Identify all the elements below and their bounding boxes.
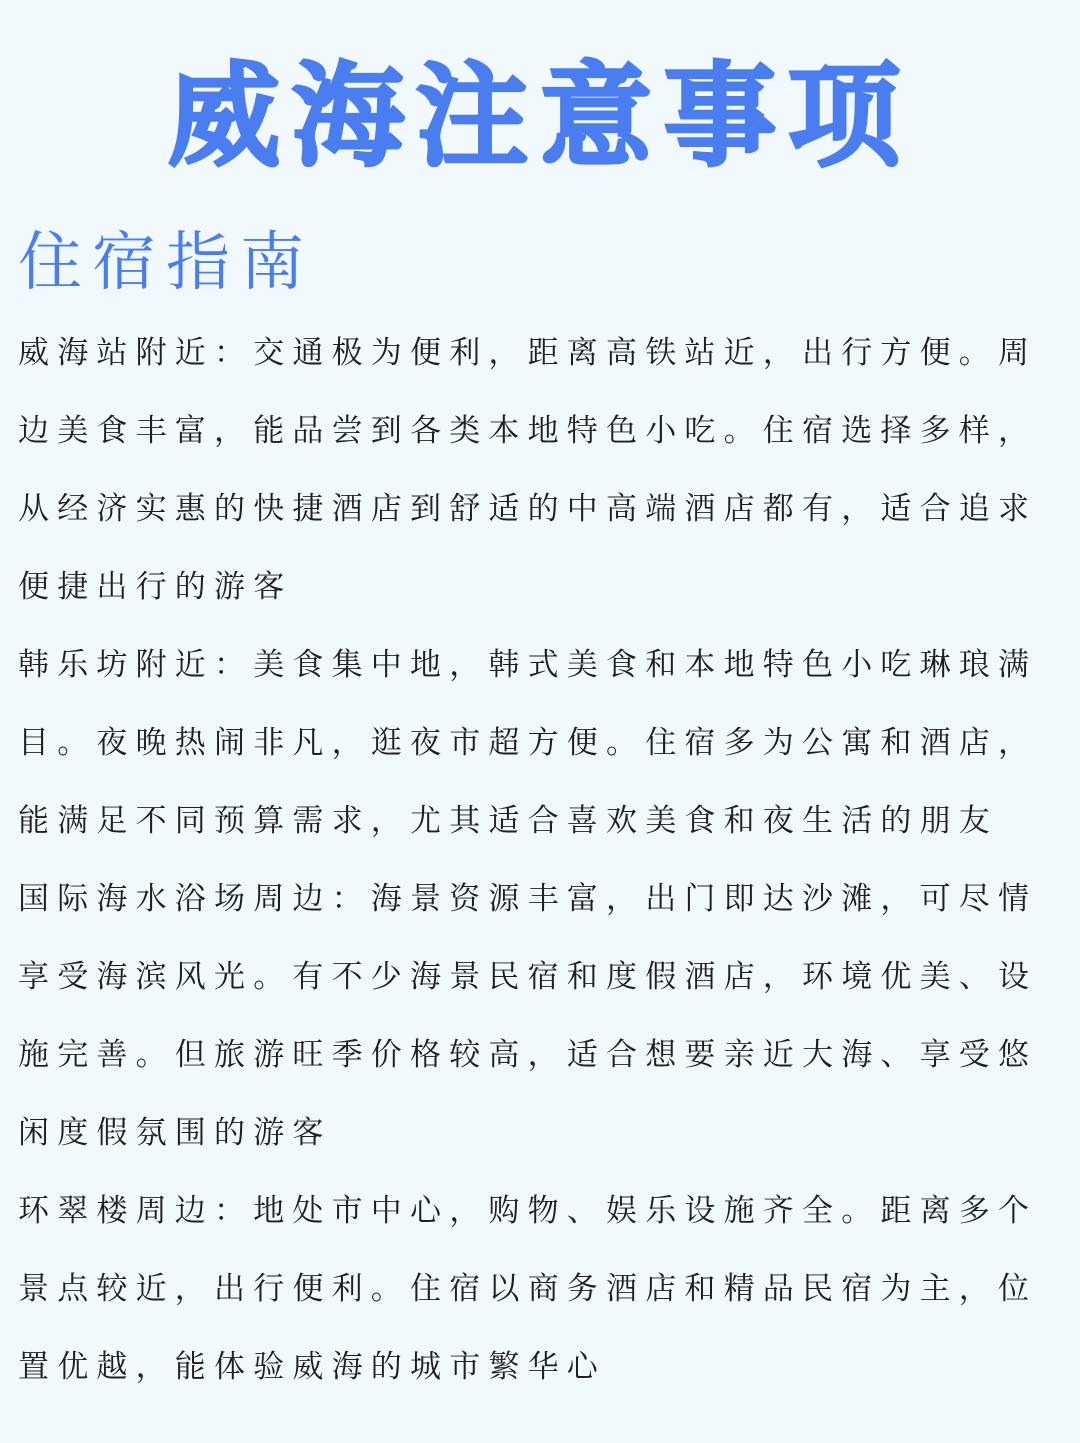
paragraph-huancui-tower: 环翠楼周边：地处市中心，购物、娱乐设施齐全。距离多个景点较近，出行便利。住宿以商务酒店和精品民宿为主，位置优越，能体验威海的城市繁华心 bbox=[18, 1193, 1038, 1385]
paragraph-weihai-station: 威海站附近：交通极为便利，距离高铁站近，出行方便。周边美食丰富，能品尝到各类本地特色小吃。住宿选择多样，从经济实惠的快捷酒店到舒适的中高端酒店都有，适合追求便捷出行的游客 bbox=[18, 335, 1038, 605]
accommodation-content bbox=[18, 314, 1068, 1406]
page-title: 威海注意事项 bbox=[168, 52, 912, 182]
paragraph-hanlefang: 韩乐坊附近：美食集中地，韩式美食和本地特色小吃琳琅满目。夜晚热闹非凡，逛夜市超方便。住宿多为公寓和酒店，能满足不同预算需求，尤其适合喜欢美食和夜生活的朋友 bbox=[18, 647, 1038, 839]
section-heading-accommodation: 住宿指南 bbox=[18, 226, 314, 300]
paragraph-bathing-beach: 国际海水浴场周边：海景资源丰富，出门即达沙滩，可尽情享受海滨风光。有不少海景民宿和度假酒店，环境优美、设施完善。但旅游旺季价格较高，适合想要亲近大海、享受悠闲度假氛围的游客 bbox=[18, 881, 1038, 1151]
